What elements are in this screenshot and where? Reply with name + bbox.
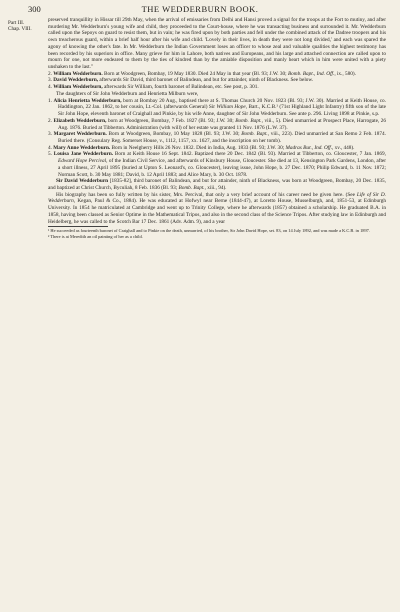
daughter-entry — [48, 131, 386, 144]
sir-david-ital: Bomb. Bapt. — [178, 184, 205, 191]
daughter-name: Louisa Jane Wedderburn. — [53, 151, 114, 158]
daughters-list — [48, 98, 386, 179]
sir-david-text: third baronet of Balindean, and but for attainder, ninth of Blackness, was born at Woodgreen, Bombay, 20 Dec. 1835, and baptized at Christ Church, Byculiah, 8 Feb. 1836 (Bl. 93; — [48, 178, 386, 191]
daughter-name: Elizabeth Wedderburn, — [53, 117, 107, 124]
sons-list — [48, 71, 386, 91]
daughter-text: born at Woodgreen, Bombay, 7 Feb. 1827 (Bl. 93; J.W. 30; — [106, 117, 236, 124]
daughter-ital: Bomb. Bapt. — [241, 131, 268, 138]
daughter-name: Mary Anne Wedderburn. — [53, 144, 111, 151]
daughter-number: 3. — [48, 131, 52, 138]
daughter-entry — [48, 151, 386, 178]
sir-david-paragraph — [48, 178, 386, 191]
page-header — [8, 4, 392, 16]
sir-david-years: [1835-82], — [108, 178, 133, 185]
daughters-intro: The daughters of Sir John Wedderburn and Henrietta Milburn were, — [56, 90, 199, 97]
daughter-ital: William Hope — [216, 104, 246, 111]
daughter-entry — [48, 118, 386, 131]
son-entry — [48, 84, 386, 91]
running-title: THE WEDDERBURN BOOK. — [141, 4, 259, 14]
daughter-number: 4. — [48, 144, 52, 151]
daughter-name: Margaret Wedderburn. — [53, 131, 107, 138]
biography-paragraph — [48, 192, 386, 226]
daughter-text: Born at Woodgreen, Bombay, 10 May 1828 (Bl. 93; J.W. 30; — [106, 131, 242, 138]
son-text: afterwards Sir David, third baronet of Balindean, and but for attainder, ninth of Blackness. See below. — [98, 77, 314, 84]
daughter-ital: Edward Hope Percival — [58, 158, 107, 165]
margin-note — [8, 20, 32, 32]
sir-david-name: Sir David Wedderburn — [56, 178, 109, 185]
daughter-text: Born at Keith House 16 Sept. 1842. Baptized there 20 Dec. 1842 (Bl. 93). Married at Tibberton, co. Gloucester, 7 Jan. 1869, — [113, 151, 386, 158]
daughter-text: Born in Neelgherry Hills 26 Nov. 1832. Died in India, Aug. 1833 (Bl. 93; J.W. 30; — [110, 144, 286, 151]
daughter-text2: , xv., 448). — [332, 144, 355, 151]
daughter-number: 5. — [48, 151, 52, 158]
son-text: afterwards Sir William, fourth baronet of Balindean, etc. See post, p. 301. — [102, 84, 259, 91]
biography-text2: , Kegan, Paul & Co., 1884). He was educated at Hofwyl near Berne (1844-47), at Loretto House, Musselburgh, and, 1851-53, at Edinburgh University. In 1854 he matriculated at Cambridge and went up to Trinity College, where he afterwards (1857) obtained a scholarship. He graduated B.A. in 1858, having been classed as Senior Optime in the Mathematical Tripos, and also in the second class of the Science Tripos. After studying law in Edinburgh and Heidelberg, he was called to the Scotch Bar 17 Dec. 1861 (Adv. Adm. 9), and a year — [48, 198, 386, 225]
footnote-rule — [48, 226, 108, 227]
page-number: 300 — [28, 4, 41, 14]
page-body — [48, 17, 386, 239]
daughter-entry — [48, 98, 386, 118]
daughter-ital: Madras Bur., Ind. Off. — [285, 144, 333, 151]
daughter-text2: , Bart., K.C.B.¹ (71st Highland Light Infantry) fifth son of the late Sir John Hope, eleventh baronet of Craighall and Pinkie, by his wife Anne, daughter of Sir John Wedderburn. See ante p. 296. Living 1898 at Pinkie, s.p. — [58, 104, 386, 118]
footnote-1: ¹ He succeeded as fourteenth baronet of Craighall and to Pinkie on the death, unmarried, of his brother, Sir John David Hope, set. 83, on 14 July 1892, and was made a K.C.B. in 1897. — [48, 228, 370, 234]
son-name: David Wedderburn, — [53, 77, 99, 84]
biography-text: His biography has been so fully written by his sister, Mrs. Percival, that only a very brief account of his career need be given here. (See — [56, 191, 357, 198]
son-name: William Wedderburn, — [53, 84, 103, 91]
chapter-label: Chap. VIII. — [8, 26, 32, 33]
son-text2: , ix., 580). — [334, 70, 356, 77]
daughter-name: Alicia Henrietta Wedderburn, — [53, 97, 122, 104]
daughter-text2: , viii., 5). Died unmarried at Prospect Place, Harrogate, 26 Aug. 1876. Buried at Tibberton. Administration (with will) of her estate was granted 11 Nov. 1876 (L.W. 37). — [58, 117, 387, 131]
son-name: William Wedderburn. — [53, 70, 103, 77]
intro-paragraph: preserved tranquillity in Hissar till 29th May, when the arrival of emissaries from Delhi and Hansi proved a signal for the troops at the Fort to mutiny, and after murdering Mr. Wedderburn's young wife and child, they proceeded to the Court-house, where he was transacting business and surrounded it. Mr. Wedderburn called upon the Sepoys on guard to resist them, but in vain; he was fired upon by both parties and fell under the combined attack of the Dadree troopers and his own treacherous guard, within a brief half hour after his wife and child. 'Lovely in their lives, in death they were not long divided,' and each was spared the agony of knowing the other's fate. In Mr. Wedderburn the Indian Government loses an officer to whose zeal and valuable qualities the highest testimony has been recorded by his superiors in office. Many grieve for him in Lahore, both natives and Europeans, and his large and attached connection are called upon to mourn for one, not more endeared to them by the ties of kindred than by the amiable disposition and manly heart which in him were united with a piety unshaken to the last." — [48, 17, 386, 71]
footnote-2: ² There is at Meredith an oil painting of her as a child. — [48, 233, 143, 239]
son-number: 3. — [48, 77, 52, 84]
daughter-text2: , viii., 223). Died unmarried at San Remo 2 Feb. 1874. Buried there. (Consulary Reg. Somerset House, v., 1112, 1157, xx. 1627, and the inscription on her tomb). — [58, 131, 386, 144]
son-text: Born at Woodgreen, Bombay, 19 May 1830. Died 24 May in that year (Bl. 93; J.W. 30; — [102, 70, 288, 77]
part-label: Part III. — [8, 20, 25, 26]
son-ital: Bomb. Bapt., Ind. Off. — [287, 70, 335, 77]
son-number: 4. — [48, 84, 52, 91]
biography-ital: Life of Sir D. Wedderburn — [48, 191, 386, 205]
son-number: 2. — [48, 70, 52, 77]
daughter-ital: Bomb. Bapt. — [235, 117, 262, 124]
daughter-text: born at Bombay 20 Aug., baptised there at S. Thomas Church 20 Nov. 1823 (Bl. 93; J.W. 30). Married at Keith House, co. Haddington, 22 Jan. 1862, to her cousin, Lt.-Col. (afterwards General) Sir — [58, 97, 386, 111]
daughter-text2: , of the Indian Civil Service, and afterwards of Kinsbury House, Gloucester. She died at 13, Kensington Park Gardens, London, after a short illness, 27 April 1895 (buried at Upton S. Leonard's, co. Gloucester), leaving issue, John Hope, b. 27 Dec. 1870; Philip Edward, b. 11 Nov. 1872; Norman Scott, b. 30 May 1881; David, b. 12 April 1883; and Alice Mary, b. 30 Oct. 1878. — [58, 158, 386, 178]
daughter-number: 2. — [48, 117, 52, 124]
sir-david-text2: , xiii., 94). — [204, 184, 227, 191]
daughter-number: 1. — [48, 97, 52, 104]
